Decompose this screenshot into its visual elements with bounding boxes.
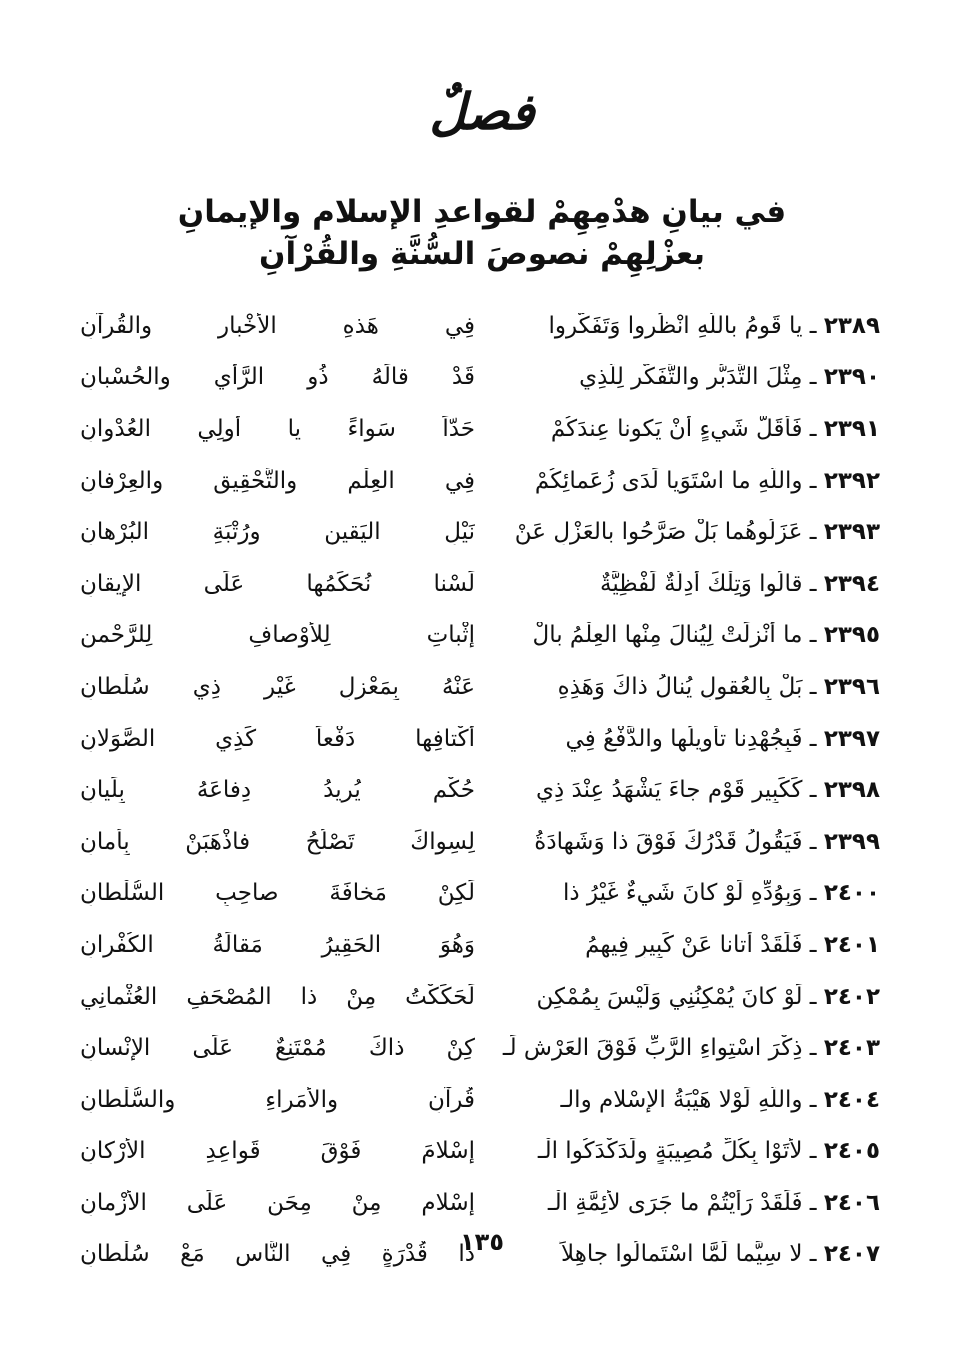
page-number: ١٣٥ [460, 1228, 504, 1256]
verse-line [80, 661, 880, 713]
verse-number: ٢٣٩٥ [823, 622, 880, 649]
verse-line [80, 506, 880, 558]
verse-first-hemistich [485, 622, 880, 648]
verse-first-hemistich [485, 1138, 880, 1164]
verse-first-text: فَيَقُولُ قَدْرُكَ فَوْقَ ذا وَشَهادَةُ [534, 828, 803, 855]
verse-line [80, 558, 880, 610]
verse-separator: ـ [802, 880, 824, 907]
verse-number: ٢٣٩٣ [823, 519, 880, 546]
verse-separator: ـ [802, 1035, 824, 1062]
verse-number: ٢٣٩١ [823, 415, 880, 442]
verse-first-hemistich [485, 571, 880, 597]
verse-line [80, 1126, 880, 1178]
verse-first-text: فَلَقَدْ أَتانا عَنْ كَبِيرٍ فِيهِمُ [585, 931, 803, 958]
verse-first-text: واللَّهِ ما اسْتَوَيا لَدَى زُعَمائِكُمْ [534, 467, 803, 494]
verse-second-hemistich: لَسْنا نُحَكِّمُها عَلَى الإيقانِ [80, 570, 475, 597]
verse-first-text: لَوْ كانَ يُمْكِنُنِي وَلَيْسَ بِمُمْكِنٍ [536, 983, 803, 1010]
verse-second-hemistich: لِسِواكَ تَصْلُحُ فاذْهَبَنْ بِأَمانِ [80, 828, 475, 855]
verse-number: ٢٤٠١ [823, 931, 880, 958]
verse-number: ٢٤٠٢ [823, 983, 880, 1010]
verse-number: ٢٣٩٤ [823, 570, 880, 597]
verse-first-hemistich [485, 984, 880, 1010]
verse-line [80, 713, 880, 765]
verse-number: ٢٣٩٨ [823, 777, 880, 804]
verse-first-hemistich [485, 416, 880, 442]
verse-first-hemistich [485, 726, 880, 752]
verse-first-text: مِثْلَ التَّدَبُّرِ والتَّفَكُّرِ لِلَّذِي [579, 364, 803, 391]
verse-number: ٢٣٩٧ [823, 725, 880, 752]
verse-first-text: يا قَومُ باللَّهِ انْظُروا وَتَفَكَّروا [548, 312, 803, 339]
verse-line [80, 403, 880, 455]
verse-separator: ـ [802, 1086, 824, 1113]
verse-line [80, 1177, 880, 1229]
verse-second-hemistich: قُرآنِ والأُمَراءِ والسُّلْطانِ [80, 1086, 475, 1113]
verse-separator: ـ [802, 1241, 824, 1268]
verse-first-hemistich [485, 364, 880, 390]
verse-first-text: وَبِوُدِّهِ لَوْ كانَ شَيءٌ غَيْرُ ذا [562, 880, 803, 907]
verse-first-hemistich [485, 880, 880, 906]
verse-first-text: واللَّهِ لَوْلا هَيْبَةُ الإسْلامِ والـ [560, 1086, 803, 1113]
verse-first-text: لا سِيَّما لَمَّا اسْتَمالُوا جاهِلاً [561, 1241, 803, 1268]
verse-first-hemistich [485, 468, 880, 494]
poem-verses [80, 300, 880, 1280]
verse-number: ٢٤٠٦ [823, 1189, 880, 1216]
verse-second-hemistich: حَدّاً سَواءً يا أولِي العُدْوانِ [80, 415, 475, 442]
verse-first-hemistich [485, 1087, 880, 1113]
verse-number: ٢٤٠٥ [823, 1138, 880, 1165]
verse-first-text: فَبِجُهْدِنا تأْوِيلُها والدَّفْعُ فِي [565, 725, 803, 752]
verse-number: ٢٣٨٩ [823, 312, 880, 339]
verse-first-text: فَأَقَلُّ شَيءٍ أَنْ يَكونا عِندَكُمْ [550, 415, 803, 442]
verse-separator: ـ [802, 364, 824, 391]
verse-line [80, 352, 880, 404]
verse-first-text: بَلْ بِالعُقولِ يُنالُ ذاكَ وَهَذِهِ [557, 673, 803, 700]
subtitle-line-1: في بيانِ هدْمِهِمْ لقواعدِ الإسلام والإيمانِ [177, 194, 787, 230]
verse-separator: ـ [802, 725, 824, 752]
verse-second-hemistich: كِنْ ذاكَ مُمْتَنِعٌ عَلَى الإنْسانِ [80, 1035, 475, 1062]
verse-separator: ـ [802, 673, 824, 700]
verse-first-text: لأَتَوْا بِكُلِّ مُصِيبَةٍ ولَدَكْدَكُوا الْـ [537, 1138, 803, 1165]
verse-line [80, 1074, 880, 1126]
verse-first-text: ما أُنْزِلَتْ لِيُنالَ مِنْها العِلْمُ بالْ [532, 622, 803, 649]
verse-second-hemistich: قَدْ قالَهُ ذُو الرَّأْيِ والحُسْبانِ [80, 364, 475, 391]
verse-first-hemistich [485, 519, 880, 545]
verse-second-hemistich: حُكْمٍ يُرِيدُ دِفاعَهُ بِلَيانِ [80, 777, 475, 804]
verse-second-hemistich: إِسْلامِ مِنْ مِحَنٍ عَلَى الأَزْمانِ [80, 1189, 475, 1216]
verse-number: ٢٣٩٦ [823, 673, 880, 700]
verse-line [80, 610, 880, 662]
verse-separator: ـ [802, 1189, 824, 1216]
subtitle-line-2: بعزْلِهِمْ نصوصَ السُّنَّةِ والقُرْآنِ [258, 236, 706, 272]
verse-line [80, 455, 880, 507]
verse-first-text: قالُوا وَتِلْكَ أدِلَّةٌ لَفْظِيَّةٌ [599, 570, 803, 597]
verse-number: ٢٤٠٠ [823, 880, 880, 907]
verse-second-hemistich: إِسْلامَ فَوْقَ قَواعِدِ الأَرْكانِ [80, 1138, 475, 1165]
verse-line [80, 1022, 880, 1074]
verse-separator: ـ [802, 467, 824, 494]
verse-first-text: ذِكْرَ اسْتِواءِ الرَّبِّ فَوْقَ العَرْشِ لَـ [502, 1035, 803, 1062]
verse-separator: ـ [802, 570, 824, 597]
verse-number: ٢٤٠٣ [823, 1035, 880, 1062]
verse-second-hemistich: فِي العِلْمِ والتَّحْقِيقِ والعِرْفانِ [80, 467, 475, 494]
verse-line [80, 300, 880, 352]
verse-second-hemistich: عَنْهُ بِمَعْزِلِ غَيْرِ ذِي سُلْطانِ [80, 673, 475, 700]
verse-second-hemistich: لَحَكَكْتُ مِنْ ذا المُصْحَفِ العُثْمانِي [80, 983, 475, 1010]
verse-second-hemistich: نَيْلِ اليَقينِ ورُتْبَةِ البُرْهانِ [80, 519, 475, 546]
verse-number: ٢٤٠٧ [823, 1241, 880, 1268]
verse-separator: ـ [802, 777, 824, 804]
verse-second-hemistich: وَهُوَ الحَقِيرُ مَقالَةُ الكُفْرانِ [80, 931, 475, 958]
verse-number: ٢٤٠٤ [823, 1086, 880, 1113]
verse-number: ٢٣٩٩ [823, 828, 880, 855]
verse-first-text: عَزَلُوهُما بَلْ صَرَّحُوا بالعَزْلِ عَنْ [514, 519, 803, 546]
verse-first-hemistich [485, 313, 880, 339]
verse-separator: ـ [802, 983, 824, 1010]
verse-separator: ـ [802, 312, 824, 339]
verse-line [80, 868, 880, 920]
verse-second-hemistich: لَكِنْ مَخافَةَ صاحِبِ السُّلْطانِ [80, 880, 475, 907]
verse-first-text: فَلَقَدْ رَأَيْتُمْ ما جَرَى لأَئِمَّةِ الْـ [547, 1189, 803, 1216]
verse-separator: ـ [802, 828, 824, 855]
verse-first-hemistich [485, 1190, 880, 1216]
verse-first-text: كَكَبِيرِ قَوْمٍ جاءَ يَشْهَدُ عِنْدَ ذِي [535, 777, 803, 804]
verse-line [80, 764, 880, 816]
verse-separator: ـ [802, 622, 824, 649]
verse-separator: ـ [802, 415, 824, 442]
verse-second-hemistich: ذا قُدْرَةٍ فِي النَّاسِ مَعْ سُلْطانِ [80, 1241, 475, 1268]
verse-first-hemistich [485, 674, 880, 700]
section-heading: فصلٌ [429, 83, 535, 141]
verse-first-hemistich [485, 932, 880, 958]
verse-first-hemistich [485, 777, 880, 803]
verse-separator: ـ [802, 1138, 824, 1165]
verse-line [80, 816, 880, 868]
verse-first-hemistich [485, 829, 880, 855]
verse-first-hemistich [485, 1035, 880, 1061]
verse-second-hemistich: أَكْتافِها دَفْعاً كَذِي الصَّوَلانِ [80, 725, 475, 752]
verse-line [80, 971, 880, 1023]
verse-second-hemistich: فِي هَذهِ الأَخْبارِ والقُرآنِ [80, 312, 475, 339]
verse-separator: ـ [802, 931, 824, 958]
verse-separator: ـ [802, 519, 824, 546]
verse-number: ٢٣٩٠ [823, 364, 880, 391]
verse-second-hemistich: إثْباتِ لِلأَوْصافِ لِلرَّحْمنِ [80, 622, 475, 649]
verse-line [80, 919, 880, 971]
verse-number: ٢٣٩٢ [823, 467, 880, 494]
